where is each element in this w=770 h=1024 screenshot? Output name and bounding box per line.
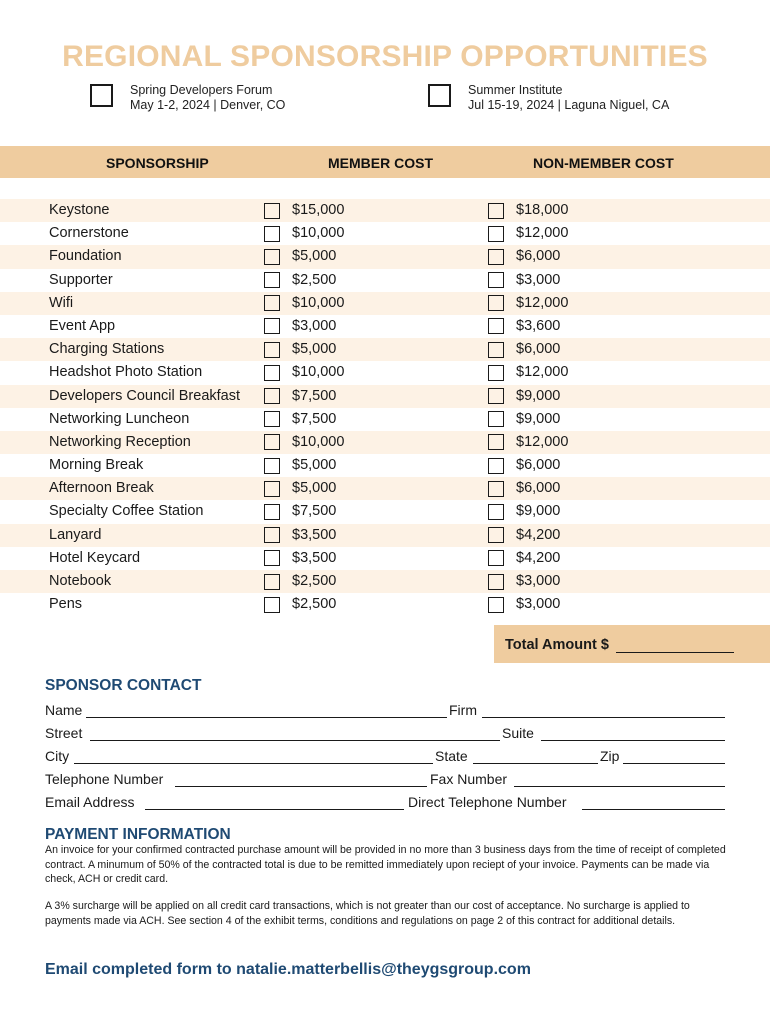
table-header: [0, 146, 770, 178]
member-cost-checkbox[interactable]: [264, 504, 280, 520]
sponsorship-name: Notebook: [49, 573, 112, 589]
nonmember-cost-checkbox[interactable]: [488, 272, 504, 288]
member-cost: $5,000: [292, 457, 337, 474]
nonmember-cost-checkbox[interactable]: [488, 458, 504, 474]
email-instruction: Email completed form to natalie.matterbellis@theygsgroup.com: [45, 961, 531, 978]
table-row: [0, 292, 770, 315]
contact-row-street: [45, 725, 725, 745]
sponsorship-name: Morning Break: [49, 457, 144, 474]
table-row: [0, 338, 770, 361]
nonmember-cost-checkbox[interactable]: [488, 481, 504, 497]
sponsorship-table: [0, 199, 770, 616]
member-cost-checkbox[interactable]: [264, 574, 280, 590]
nonmember-cost: $4,200: [516, 526, 561, 543]
table-row: [0, 570, 770, 593]
firm-label: Firm: [449, 702, 477, 718]
member-cost-checkbox[interactable]: [264, 388, 280, 404]
table-row: [0, 269, 770, 292]
suite-field[interactable]: [541, 740, 725, 741]
sponsor-contact-title: SPONSOR CONTACT: [45, 677, 202, 694]
name-field[interactable]: [86, 717, 447, 718]
nonmember-cost: $4,200: [516, 549, 561, 566]
table-row: [0, 245, 770, 268]
sponsorship-name: Specialty Coffee Station: [49, 503, 204, 520]
sponsorship-name: Headshot Photo Station: [49, 364, 203, 381]
nonmember-cost-checkbox[interactable]: [488, 226, 504, 242]
sponsorship-name: Event App: [49, 317, 116, 334]
table-row: [0, 431, 770, 454]
direct-telephone-field[interactable]: [582, 809, 725, 810]
nonmember-cost: $3,000: [516, 271, 561, 288]
city-field[interactable]: [74, 763, 433, 764]
member-cost: $2,500: [292, 271, 337, 288]
state-field[interactable]: [473, 763, 598, 764]
suite-label: Suite: [502, 725, 534, 741]
nonmember-cost: $6,000: [516, 457, 561, 474]
sponsorship-name: Cornerstone: [49, 225, 129, 242]
sponsorship-name: Afternoon Break: [49, 480, 154, 497]
table-row: [0, 199, 770, 222]
member-cost: $3,500: [292, 549, 337, 566]
event-option-spring[interactable]: [90, 83, 285, 112]
table-row: [0, 547, 770, 570]
member-cost-checkbox[interactable]: [264, 434, 280, 450]
event-name: Spring Developers Forum: [130, 83, 273, 97]
state-label: State: [435, 748, 468, 764]
event-details: May 1-2, 2024 | Denver, CO: [130, 97, 286, 112]
telephone-field[interactable]: [175, 786, 427, 787]
table-row: [0, 222, 770, 245]
member-cost-checkbox[interactable]: [264, 226, 280, 242]
event-checkbox-spring[interactable]: [90, 84, 113, 107]
member-cost: $7,500: [292, 503, 337, 520]
nonmember-cost-checkbox[interactable]: [488, 574, 504, 590]
member-cost: $7,500: [292, 410, 337, 427]
nonmember-cost-checkbox[interactable]: [488, 249, 504, 265]
nonmember-cost-checkbox[interactable]: [488, 342, 504, 358]
zip-field[interactable]: [623, 763, 725, 764]
member-cost-checkbox[interactable]: [264, 203, 280, 219]
page-title: REGIONAL SPONSORSHIP OPPORTUNITIES: [62, 40, 708, 73]
firm-field[interactable]: [482, 717, 725, 718]
total-amount-label: Total Amount $: [505, 637, 609, 653]
street-label: Street: [45, 725, 83, 741]
sponsorship-name: Developers Council Breakfast: [49, 387, 241, 404]
member-cost-checkbox[interactable]: [264, 295, 280, 311]
member-cost: $15,000: [292, 202, 345, 218]
sponsorship-name: Charging Stations: [49, 341, 165, 358]
header-member-cost: MEMBER COST: [328, 155, 433, 171]
nonmember-cost-checkbox[interactable]: [488, 597, 504, 613]
table-row: [0, 454, 770, 477]
member-cost: $10,000: [292, 225, 345, 242]
sponsorship-name: Networking Reception: [49, 433, 191, 450]
direct-telephone-label: Direct Telephone Number: [408, 794, 567, 810]
email-field[interactable]: [145, 809, 404, 810]
sponsorship-name: Networking Luncheon: [49, 410, 190, 427]
member-cost-checkbox[interactable]: [264, 342, 280, 358]
nonmember-cost: $18,000: [516, 202, 569, 218]
nonmember-cost-checkbox[interactable]: [488, 504, 504, 520]
member-cost-checkbox[interactable]: [264, 458, 280, 474]
header-nonmember-cost: NON-MEMBER COST: [533, 155, 674, 171]
street-field[interactable]: [90, 740, 500, 741]
sponsorship-name: Supporter: [49, 271, 113, 288]
city-label: City: [45, 748, 70, 764]
nonmember-cost-checkbox[interactable]: [488, 365, 504, 381]
payment-paragraph-2: A 3% surcharge will be applied on all credit card transactions, which is not greater than our cost of acceptance. No surcharge is applied to payments made via ACH. See section 4 of the exhibit terms, conditions and regulations on page 2 of this contract for additional details.: [45, 900, 690, 927]
sponsorship-name: Foundation: [49, 248, 122, 265]
nonmember-cost: $6,000: [516, 248, 561, 265]
contact-row-city: [45, 748, 725, 768]
contact-row-email: [45, 794, 725, 814]
member-cost-checkbox[interactable]: [264, 318, 280, 334]
member-cost-checkbox[interactable]: [264, 597, 280, 613]
member-cost: $7,500: [292, 387, 337, 404]
member-cost: $2,500: [292, 573, 337, 589]
event-details: Jul 15-19, 2024 | Laguna Niguel, CA: [468, 97, 670, 112]
event-checkbox-summer[interactable]: [428, 84, 451, 107]
nonmember-cost: $9,000: [516, 410, 561, 427]
nonmember-cost: $3,600: [516, 317, 561, 334]
table-row: [0, 477, 770, 500]
table-row: [0, 593, 770, 616]
nonmember-cost: $12,000: [516, 364, 569, 381]
nonmember-cost-checkbox[interactable]: [488, 318, 504, 334]
nonmember-cost-checkbox[interactable]: [488, 203, 504, 219]
nonmember-cost: $6,000: [516, 341, 561, 358]
sponsorship-name: Keystone: [49, 202, 110, 218]
nonmember-cost-checkbox[interactable]: [488, 411, 504, 427]
table-row: [0, 408, 770, 431]
table-row: [0, 524, 770, 547]
nonmember-cost: $9,000: [516, 503, 561, 520]
event-option-summer[interactable]: [428, 83, 669, 112]
table-row: [0, 361, 770, 384]
contact-row-name: [45, 702, 725, 722]
nonmember-cost: $12,000: [516, 294, 569, 311]
header-sponsorship: SPONSORSHIP: [106, 155, 209, 171]
member-cost: $5,000: [292, 341, 337, 358]
nonmember-cost-checkbox[interactable]: [488, 295, 504, 311]
table-row: [0, 315, 770, 338]
member-cost-checkbox[interactable]: [264, 249, 280, 265]
member-cost-checkbox[interactable]: [264, 411, 280, 427]
name-label: Name: [45, 702, 83, 718]
total-amount-box: [494, 625, 770, 663]
payment-paragraph-1: An invoice for your confirmed contracted purchase amount will be provided in no more than 3 business days from the time of receipt of completed contract. A minumum of 50% of the contracted total is due to be remitted immediately upon reciept of your invoice. Payments can be made via check, ACH or credit card.: [45, 844, 726, 885]
member-cost-checkbox[interactable]: [264, 365, 280, 381]
member-cost: $10,000: [292, 364, 345, 381]
sponsorship-name: Hotel Keycard: [49, 549, 141, 566]
total-amount-field[interactable]: [616, 652, 734, 653]
nonmember-cost-checkbox[interactable]: [488, 434, 504, 450]
member-cost: $2,500: [292, 596, 337, 613]
member-cost: $10,000: [292, 294, 345, 311]
member-cost: $5,000: [292, 480, 337, 497]
sponsorship-name: Pens: [49, 596, 83, 613]
nonmember-cost-checkbox[interactable]: [488, 550, 504, 566]
nonmember-cost: $3,000: [516, 596, 561, 613]
nonmember-cost: $9,000: [516, 387, 561, 404]
email-label: Email Address: [45, 794, 135, 810]
table-row: [0, 385, 770, 408]
nonmember-cost: $6,000: [516, 480, 561, 497]
contact-row-telephone: [45, 771, 725, 791]
payment-information-title: PAYMENT INFORMATION: [45, 826, 231, 843]
nonmember-cost: $12,000: [516, 433, 569, 450]
nonmember-cost-checkbox[interactable]: [488, 527, 504, 543]
nonmember-cost: $12,000: [516, 225, 569, 242]
telephone-label: Telephone Number: [45, 771, 164, 787]
zip-label: Zip: [600, 748, 620, 764]
member-cost: $3,500: [292, 526, 337, 543]
table-row: [0, 500, 770, 523]
member-cost-checkbox[interactable]: [264, 272, 280, 288]
nonmember-cost-checkbox[interactable]: [488, 388, 504, 404]
sponsorship-name: Wifi: [49, 294, 74, 311]
member-cost: $10,000: [292, 433, 345, 450]
member-cost-checkbox[interactable]: [264, 527, 280, 543]
member-cost: $3,000: [292, 317, 337, 334]
member-cost: $5,000: [292, 248, 337, 265]
sponsorship-name: Lanyard: [49, 526, 102, 543]
member-cost-checkbox[interactable]: [264, 550, 280, 566]
nonmember-cost: $3,000: [516, 573, 561, 589]
fax-label: Fax Number: [430, 771, 508, 787]
fax-field[interactable]: [514, 786, 725, 787]
member-cost-checkbox[interactable]: [264, 481, 280, 497]
event-name: Summer Institute: [468, 83, 563, 97]
